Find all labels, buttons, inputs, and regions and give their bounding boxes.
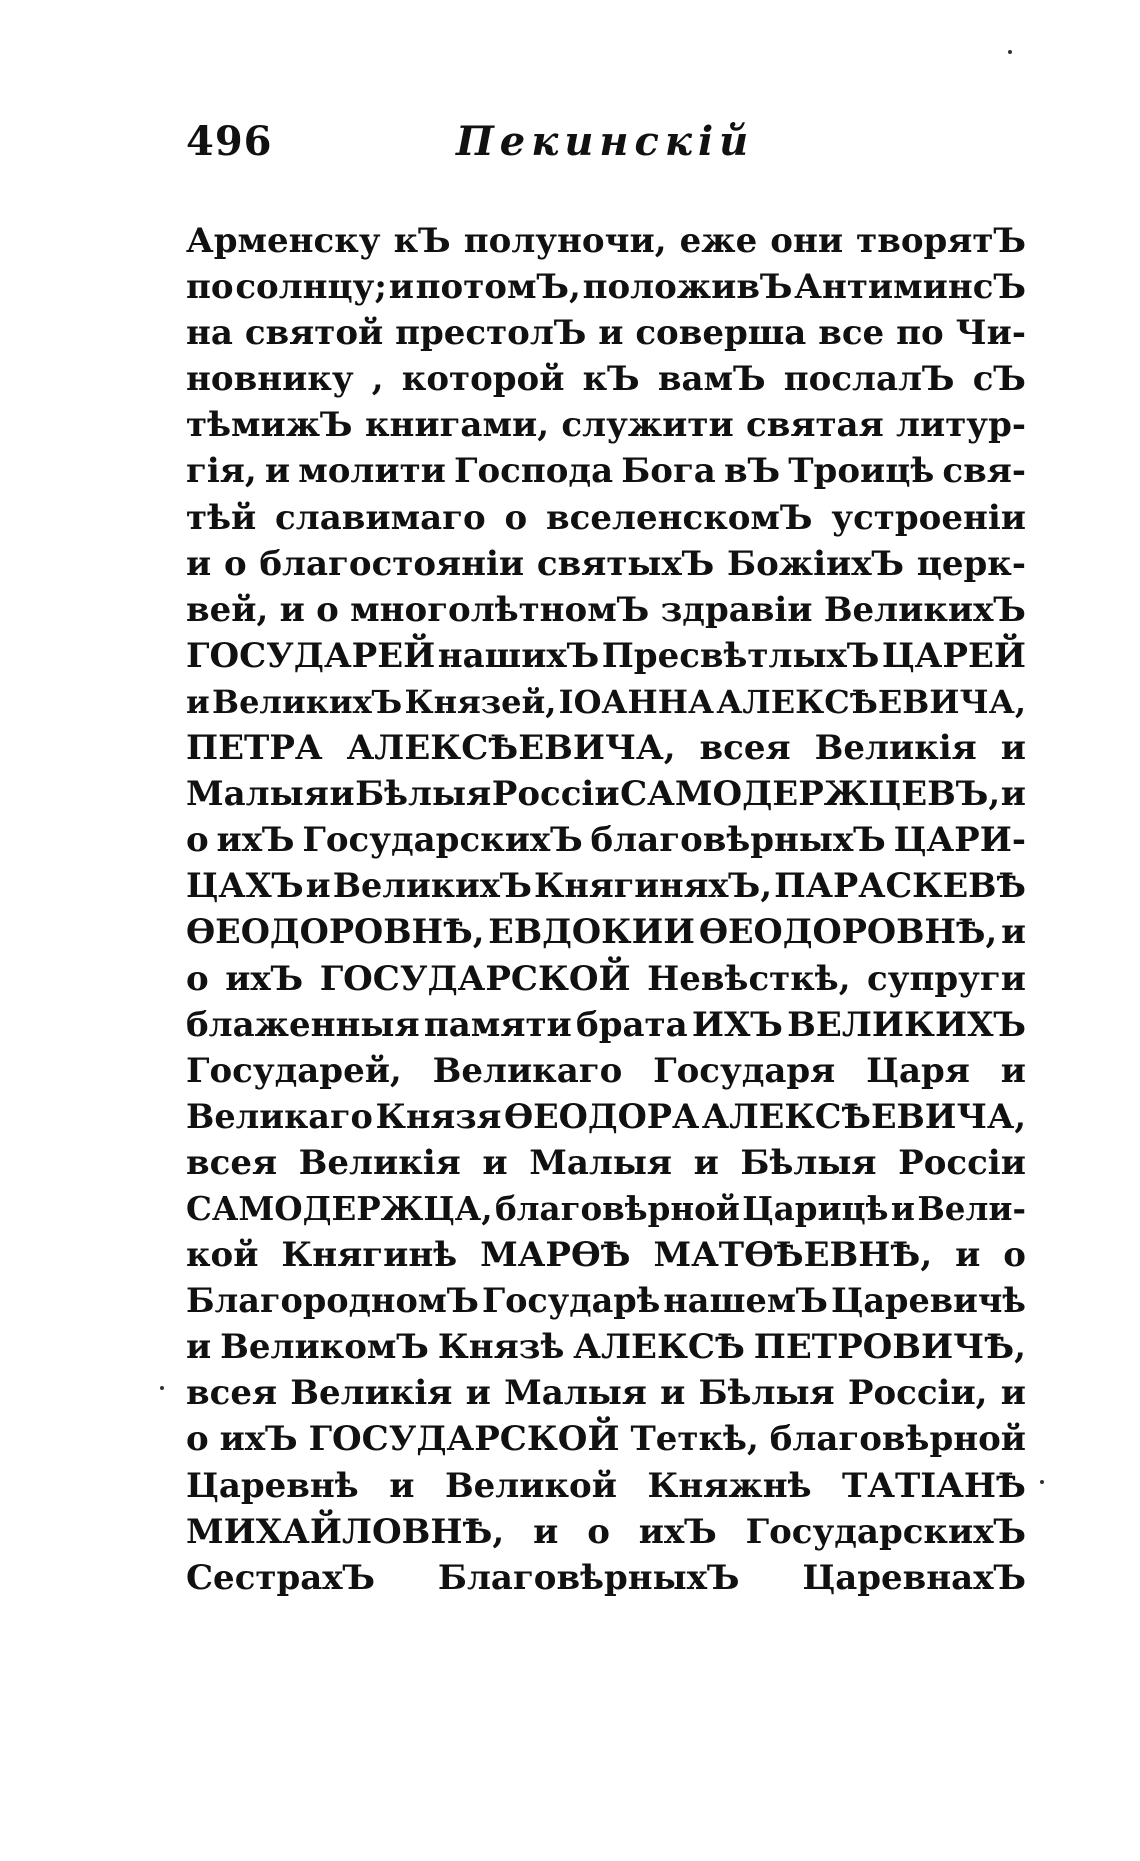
text-line: гія, и молити Господа Бога вЪ Троицѣ свя- xyxy=(186,451,1026,492)
page-number: 496 xyxy=(186,118,273,165)
text-line: Государей, Великаго Государя Царя и xyxy=(186,1050,1026,1091)
text-line: кой Княгинѣ МАРѲѢ МАТѲѢЕВНѢ, и о xyxy=(186,1235,1026,1276)
text-line: о ихЪ ГосударскихЪ благовѣрныхЪ ЦАРИ- xyxy=(186,820,1026,861)
text-line: тѣмижЪ книгами, служити святая литур- xyxy=(186,405,1026,446)
text-line: Царевнѣ и Великой Княжнѣ ТАТІАНѢ xyxy=(186,1465,1026,1506)
body-text xyxy=(186,218,1026,1601)
text-line: ЦАХЪ и ВеликихЪ КнягиняхЪ, ПАРАСКЕВѢ xyxy=(186,866,1026,906)
text-line: тѣй славимаго о вселенскомЪ устроеніи xyxy=(186,497,1026,538)
text-line: о ихЪ ГОСУДАРСКОЙ Теткѣ, благовѣрной xyxy=(186,1419,1026,1460)
text-line: новнику , которой кЪ вамЪ послалЪ сЪ xyxy=(186,359,1026,400)
text-line: вей, и о многолѣтномЪ здравіи ВеликихЪ xyxy=(186,589,1026,630)
print-speck xyxy=(1040,1480,1044,1484)
text-line: ѲЕОДОРОВНѢ, ЕВДОКИИ ѲЕОДОРОВНѢ, и xyxy=(186,912,1026,952)
text-line: БлагородномЪ Государѣ нашемЪ Царевичѣ xyxy=(186,1281,1026,1321)
text-line: по солнцу; и потомЪ, положивЪ АнтиминсЪ xyxy=(186,267,1026,308)
print-speck xyxy=(1008,50,1012,54)
text-line: ГОСУДАРЕЙ нашихЪ ПресвѣтлыхЪ ЦАРЕЙ xyxy=(186,635,1026,676)
text-line: блаженныя памяти брата ИХЪ ВЕЛИКИХЪ xyxy=(186,1004,1026,1045)
text-line: о ихЪ ГОСУДАРСКОЙ Невѣсткѣ, супруги xyxy=(186,958,1026,999)
text-line: всея Великія и Малыя и Бѣлыя Россіи xyxy=(186,1142,1026,1183)
text-line: и ВеликомЪ Князѣ АЛЕКСѢ ПЕТРОВИЧѢ, xyxy=(186,1327,1026,1368)
text-line: ПЕТРА АЛЕКСѢЕВИЧА, всея Великія и xyxy=(186,728,1026,769)
page-header xyxy=(186,118,1026,178)
text-line: Великаго Князя ѲЕОДОРА АЛЕКСѢЕВИЧА, xyxy=(186,1096,1026,1136)
text-line: САМОДЕРЖЦА, благовѣрной Царицѣ и Вели- xyxy=(186,1188,1026,1228)
text-line: Малыя и Бѣлыя Россіи САМОДЕРЖЦЕВЪ, и xyxy=(186,774,1026,815)
running-title: Пекинскій xyxy=(456,118,755,165)
text-line: СестрахЪ БлаговѣрныхЪ ЦаревнахЪ xyxy=(186,1557,1026,1598)
text-line: всея Великія и Малыя и Бѣлыя Россіи, и xyxy=(186,1373,1026,1414)
text-line: и ВеликихЪ Князей, ІОАННА АЛЕКСѢЕВИЧА, xyxy=(186,682,1026,721)
text-line: на святой престолЪ и соверша все по Чи- xyxy=(186,313,1026,354)
text-line: МИХАЙЛОВНѢ, и о ихЪ ГосударскихЪ xyxy=(186,1511,1026,1552)
text-line: и о благостояніи святыхЪ БожіихЪ церк- xyxy=(186,543,1026,584)
print-speck xyxy=(160,1386,164,1390)
text-line: Арменску кЪ полуночи, еже они творятЪ xyxy=(186,221,1026,261)
